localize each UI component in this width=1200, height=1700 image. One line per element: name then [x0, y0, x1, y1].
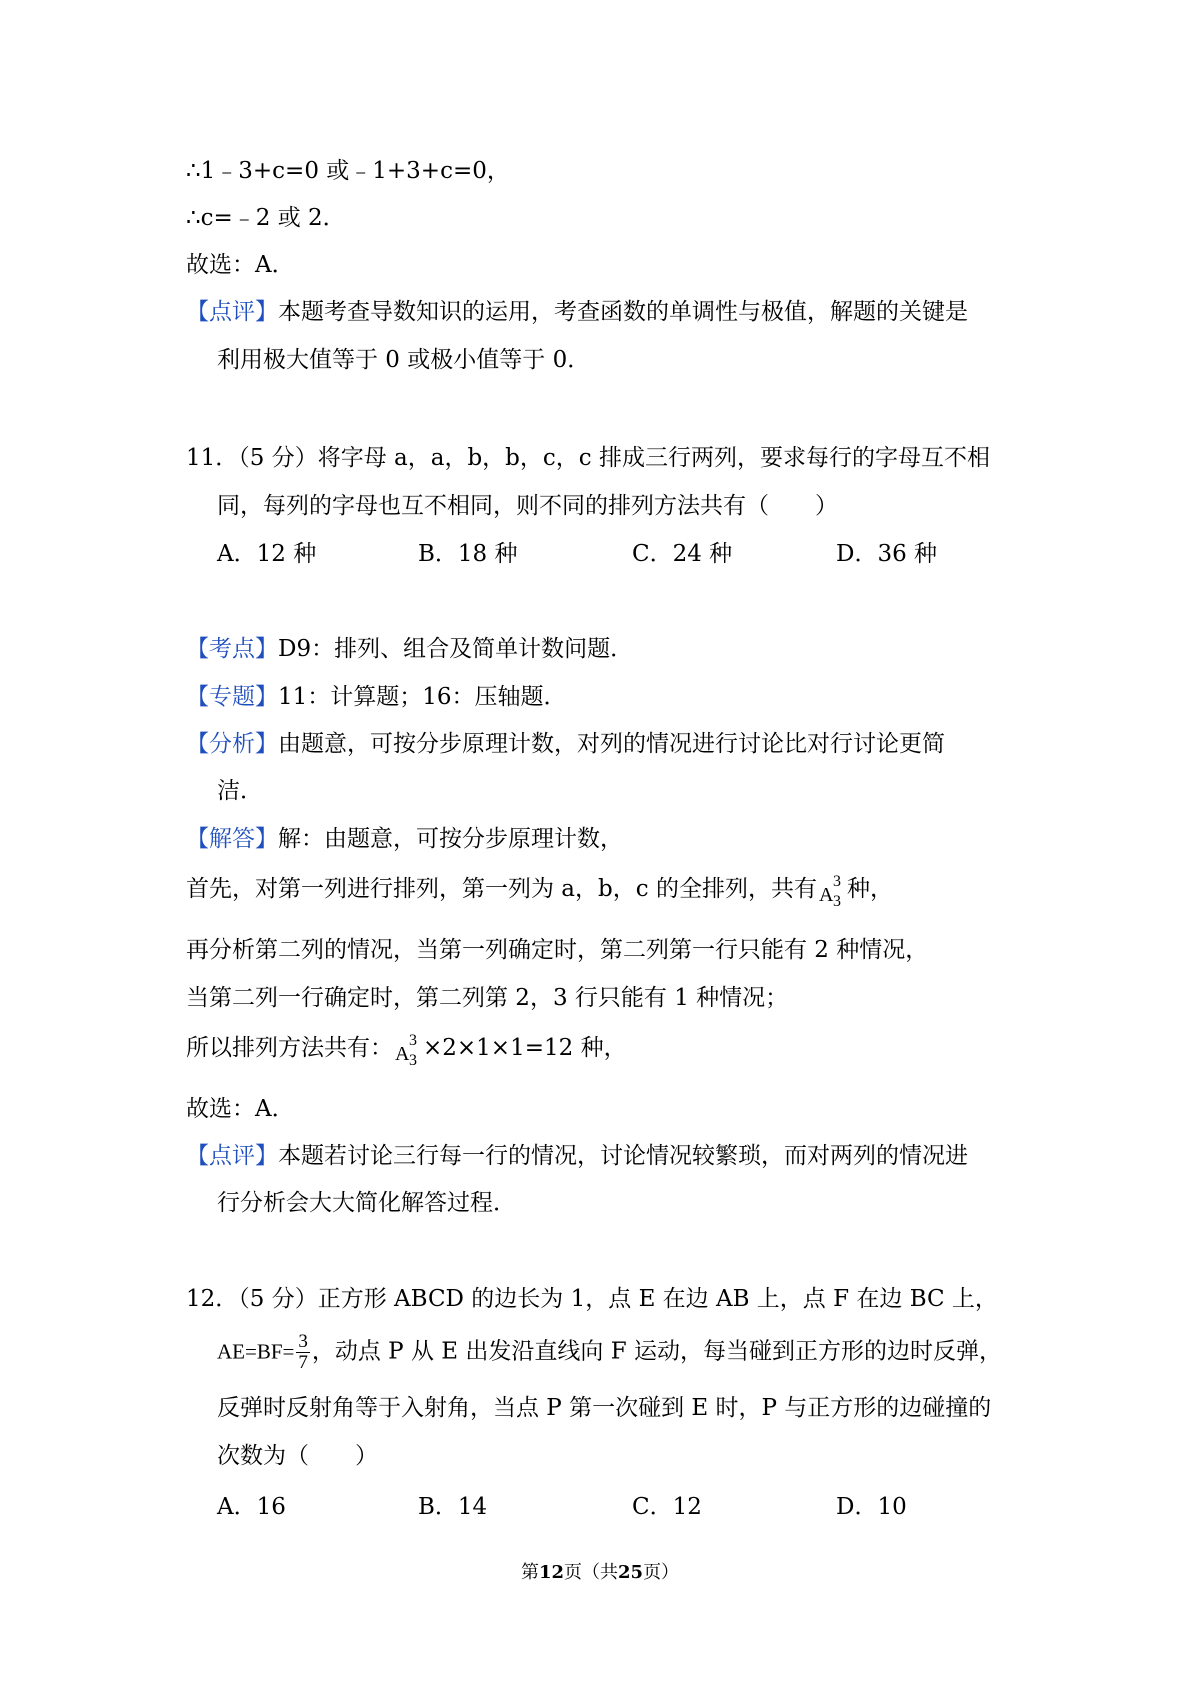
fenxi-text: 由题意，可按分步原理计数，对列的情况进行讨论比对行讨论更简 — [278, 731, 945, 757]
review-line: 利用极大值等于 0 或极小值等于 0． — [217, 347, 591, 373]
fenxi-tag: 【分析】 — [186, 731, 278, 757]
zhuanti-tag: 【专题】 — [186, 684, 278, 710]
option-d: D．10 — [836, 1494, 907, 1520]
answer-line: 故选：A． — [186, 252, 295, 278]
question-12-stem — [217, 1332, 1002, 1373]
answer-line: 故选：A． — [186, 1096, 295, 1122]
question-12-stem: 12．（5 分）正方形 ABCD 的边长为 1，点 E 在边 AB 上，点 F 在边 BC 上， — [186, 1286, 998, 1312]
solution-step — [186, 1032, 627, 1069]
fenxi-line — [186, 729, 945, 759]
solution-step: 当第二列一行确定时，第二列第 2，3 行只能有 1 种情况； — [186, 985, 789, 1011]
stem-text: ，动点 P 从 E 出发沿直线向 F 运动，每当碰到正方形的边时反弹， — [311, 1338, 1002, 1365]
review-tag: 【点评】 — [186, 1143, 278, 1169]
review-line — [186, 297, 968, 327]
kaodian-line — [186, 634, 633, 664]
option-b: B．14 — [418, 1494, 488, 1520]
page-footer: 第12页（共25页） — [520, 1562, 680, 1583]
step-text: ×2×1×1=12 种， — [423, 1035, 627, 1061]
question-11-stem: 同，每列的字母也互不相同，则不同的排列方法共有（ ） — [217, 493, 838, 519]
question-12-stem: 次数为（ ） — [217, 1443, 378, 1469]
step-text: 首先，对第一列进行排列，第一列为 a，b，c 的全排列，共有 — [186, 876, 817, 902]
jieda-text: 解：由题意，可按分步原理计数， — [278, 826, 623, 852]
option-d: D．36 种 — [836, 541, 938, 567]
option-b: B．18 种 — [418, 541, 518, 567]
jieda-line — [186, 824, 623, 854]
step-text: 所以排列方法共有： — [186, 1035, 393, 1061]
review-tag: 【点评】 — [186, 299, 278, 325]
permutation-symbol: A 3 3 — [818, 873, 841, 910]
solution-line: ∴c=﹣2 或 2． — [186, 205, 346, 231]
ae-bf-expression: AE=BF= — [217, 1339, 295, 1364]
zhuanti-text: 11：计算题；16：压轴题． — [278, 684, 567, 710]
fraction: $\frac{3}{7}$ — [298, 1331, 308, 1373]
page-total: 25 — [618, 1562, 644, 1583]
review-text: 本题考查导数知识的运用，考查函数的单调性与极值，解题的关键是 — [278, 299, 968, 325]
option-c: C．24 种 — [632, 541, 733, 567]
solution-line: ∴1﹣3+c=0 或﹣1+3+c=0， — [186, 158, 510, 184]
zhuanti-line — [186, 682, 567, 712]
permutation-symbol: A 3 3 — [395, 1032, 417, 1069]
review-line — [186, 1141, 968, 1171]
review-line: 行分析会大大简化解答过程． — [217, 1190, 516, 1216]
fenxi-line: 洁． — [217, 778, 263, 804]
option-a: A．12 种 — [217, 541, 317, 567]
option-c: C．12 — [632, 1494, 702, 1520]
option-a: A．16 — [217, 1494, 286, 1520]
solution-step — [186, 873, 893, 910]
kaodian-text: D9：排列、组合及简单计数问题． — [278, 636, 634, 662]
solution-step: 再分析第二列的情况，当第一列确定时，第二列第一行只能有 2 种情况， — [186, 937, 929, 963]
page-number: 12 — [538, 1562, 564, 1583]
step-text: 种， — [846, 876, 893, 902]
review-text: 本题若讨论三行每一行的情况，讨论情况较繁琐，而对两列的情况进 — [278, 1143, 968, 1169]
question-12-stem: 反弹时反射角等于入射角，当点 P 第一次碰到 E 时，P 与正方形的边碰撞的 — [217, 1395, 992, 1421]
question-11-stem: 11．（5 分）将字母 a，a，b，b，c，c 排成三行两列，要求每行的字母互不相 — [186, 445, 990, 471]
jieda-tag: 【解答】 — [186, 826, 278, 852]
kaodian-tag: 【考点】 — [186, 636, 278, 662]
